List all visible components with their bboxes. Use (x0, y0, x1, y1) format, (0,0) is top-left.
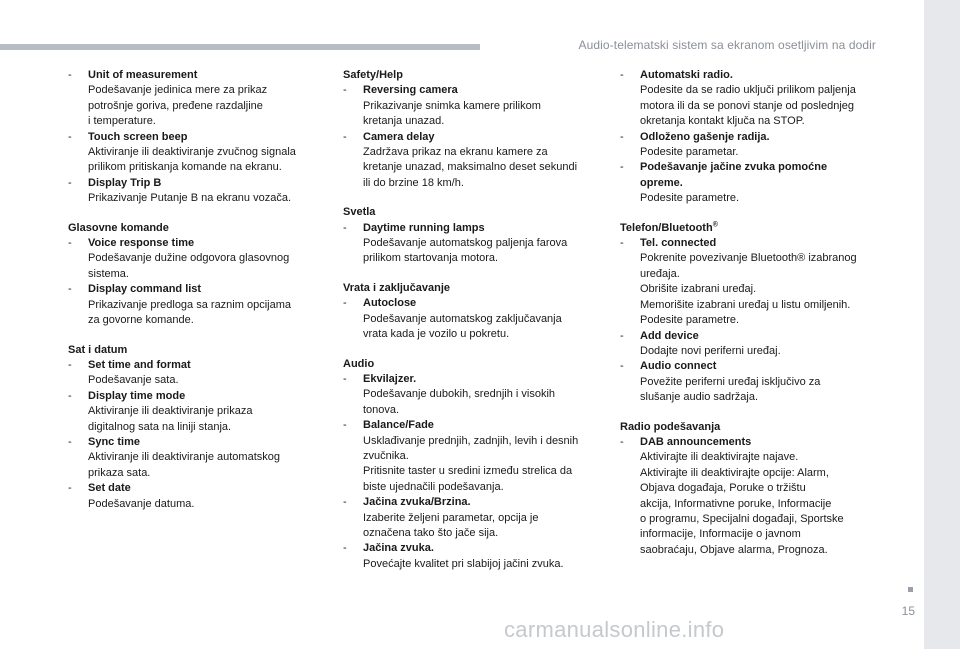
setting-name: Autoclose (363, 297, 417, 310)
list-dash: - (343, 130, 347, 143)
setting-description: Podešavanje datuma. (88, 497, 195, 510)
setting-entry (620, 130, 880, 161)
list-dash: - (343, 496, 347, 509)
setting-description: Podesite da se radio uključi prilikom paljenja (640, 84, 856, 97)
setting-description: Pritisnite taster u sredini između strelica da (363, 465, 573, 478)
setting-description: Povežite periferni uređaj isključivo za (640, 375, 821, 388)
setting-description: o programu, Specijalni događaji, Sportske (640, 512, 844, 525)
setting-description: za govorne komande. (88, 314, 194, 327)
settings-section (68, 221, 313, 329)
setting-entry (68, 130, 313, 176)
setting-entry (620, 160, 880, 206)
setting-entry (343, 130, 603, 192)
watermark: carmanualsonline.info (504, 617, 725, 642)
list-dash: - (620, 329, 624, 342)
setting-description: Zadržava prikaz na ekranu kamere za (363, 146, 548, 159)
setting-description: prikaza sata. (88, 466, 151, 479)
setting-entry (620, 329, 880, 360)
section-title-text: Radio podešavanja (620, 420, 721, 433)
setting-entry (343, 372, 603, 418)
setting-name: Voice response time (88, 237, 195, 250)
setting-name: Display time mode (88, 389, 186, 402)
setting-name: Ekvilajzer. (363, 372, 417, 385)
section-title-text: Audio (343, 357, 375, 370)
setting-name: Sync time (88, 435, 140, 448)
setting-description: Aktivirajte ili deaktivirajte najave. (640, 451, 799, 464)
setting-description: vrata kada je vozilo u pokretu. (363, 328, 510, 341)
setting-description: digitalnog sata na liniji stanja. (88, 420, 232, 433)
section-title-text: Vrata i zaključavanje (343, 281, 451, 294)
section-title-text: Sat i datum (68, 343, 128, 356)
setting-name: Podešavanje jačine zvuka pomoćne (640, 161, 828, 174)
setting-entry (620, 435, 880, 558)
setting-description: označena tako što jače sija. (363, 526, 499, 539)
section-title (343, 68, 603, 83)
settings-section (343, 357, 603, 573)
setting-entry (68, 282, 313, 328)
list-dash: - (343, 84, 347, 97)
list-dash: - (343, 419, 347, 432)
section-end-marker (908, 587, 913, 592)
section-title-text: Telefon/Bluetooth (620, 221, 713, 234)
setting-name: Audio connect (640, 360, 717, 373)
setting-description: slušanje audio sadržaja. (640, 391, 759, 404)
setting-description: saobraćaju, Objave alarma, Prognoza. (640, 543, 828, 556)
setting-description: ili do brzine 18 km/h. (363, 176, 464, 189)
setting-name: DAB announcements (640, 435, 752, 448)
section-title (343, 281, 603, 296)
setting-description: Pokrenite povezivanje Bluetooth® izabranog (640, 252, 857, 265)
setting-entry (68, 236, 313, 282)
setting-name: Set time and format (88, 358, 191, 371)
section-title (620, 420, 880, 435)
setting-name: Daytime running lamps (363, 221, 485, 234)
setting-description: potrošnje goriva, pređene razdaljine (88, 99, 263, 112)
settings-section (68, 343, 313, 512)
setting-description: okretanja kontakt ključa na STOP. (640, 115, 805, 128)
list-dash: - (343, 372, 347, 385)
setting-description: prilikom pritiskanja komande na ekranu. (88, 161, 282, 174)
setting-name: Jačina zvuka/Brzina. (363, 496, 471, 509)
list-dash: - (68, 389, 72, 402)
setting-description: Povećajte kvalitet pri slabijoj jačini zvuka. (363, 557, 564, 570)
setting-entry (343, 83, 603, 129)
setting-name: Add device (640, 329, 699, 342)
setting-description: Aktiviranje ili deaktiviranje zvučnog signala (88, 146, 296, 159)
setting-entry (343, 541, 603, 572)
setting-name: Camera delay (363, 130, 435, 143)
setting-name: Automatski radio. (640, 69, 733, 81)
section-title (343, 205, 603, 220)
setting-description: Podešavanje jedinica mere za prikaz (88, 84, 268, 97)
settings-section (343, 68, 603, 191)
list-dash: - (68, 130, 72, 143)
section-title (620, 221, 880, 236)
setting-entry (68, 389, 313, 435)
section-title (68, 343, 313, 358)
column-2 (343, 68, 603, 586)
setting-name: Reversing camera (363, 84, 458, 97)
list-dash: - (343, 221, 347, 234)
list-dash: - (343, 297, 347, 310)
list-dash: - (620, 130, 624, 143)
setting-description: Obrišite izabrani uređaj. (640, 283, 757, 296)
section-title (343, 357, 603, 372)
setting-entry (68, 68, 313, 130)
list-dash: - (68, 358, 72, 371)
setting-entry (343, 221, 603, 267)
setting-name: Jačina zvuka. (363, 542, 434, 555)
setting-entry (343, 418, 603, 495)
setting-description: Podešavanje sata. (88, 374, 179, 387)
registered-mark: ® (712, 221, 718, 228)
setting-description: Memorišite izabrani uređaj u listu omiljenih. (640, 298, 851, 311)
page-number: 15 (901, 604, 915, 618)
list-dash: - (68, 435, 72, 448)
setting-description: Podešavanje dužine odgovora glasovnog (88, 252, 290, 265)
settings-section (620, 221, 880, 406)
setting-description: i temperature. (88, 115, 156, 128)
list-dash: - (620, 435, 624, 448)
setting-description: Izaberite željeni parametar, opcija je (363, 511, 539, 524)
setting-description: Aktivirajte ili deaktivirajte opcije: Alarm, (640, 466, 829, 479)
setting-name: Touch screen beep (88, 130, 188, 143)
settings-section (68, 68, 313, 207)
page-edge-strip (924, 0, 960, 649)
setting-description: tonova. (363, 403, 400, 416)
setting-description: Podešavanje dubokih, srednjih i visokih (363, 388, 556, 401)
setting-description: informacije, Informacije o javnom (640, 528, 801, 541)
section-title (68, 221, 313, 236)
setting-description: Aktiviranje ili deaktiviranje automatskog (88, 451, 280, 464)
header-rule (0, 44, 480, 50)
list-dash: - (620, 360, 624, 373)
setting-description: Podešavanje automatskog paljenja farova (363, 237, 568, 250)
setting-name: Balance/Fade (363, 419, 434, 432)
setting-description: Podesite parametre. (640, 192, 740, 205)
chapter-title: Audio-telematski sistem sa ekranom osetljivim na dodir (578, 38, 876, 52)
setting-entry (620, 68, 880, 130)
setting-name-continued: opreme. (640, 176, 683, 189)
setting-description: zvučnika. (363, 449, 409, 462)
setting-description: Dodajte novi periferni uređaj. (640, 344, 781, 357)
list-dash: - (68, 283, 72, 296)
setting-name: Set date (88, 482, 131, 495)
list-dash: - (68, 482, 72, 495)
setting-entry (68, 435, 313, 481)
setting-description: Podesite parametar. (640, 146, 739, 159)
settings-section (620, 68, 880, 207)
settings-section (620, 420, 880, 559)
setting-description: Usklađivanje prednjih, zadnjih, levih i desnih (363, 434, 579, 447)
section-title-text: Svetla (343, 206, 376, 219)
setting-entry (620, 359, 880, 405)
list-dash: - (343, 542, 347, 555)
setting-description: Prikazivanje Putanje B na ekranu vozača. (88, 192, 292, 205)
section-title-text: Glasovne komande (68, 221, 169, 234)
list-dash: - (620, 237, 624, 250)
list-dash: - (620, 69, 624, 81)
setting-entry (68, 358, 313, 389)
setting-description: biste ujednačili podešavanja. (363, 480, 504, 493)
setting-description: akcija, Informativne poruke, Informacije (640, 497, 832, 510)
setting-description: Prikazivanje predloga sa raznim opcijama (88, 298, 291, 311)
column-3 (620, 68, 880, 572)
setting-description: prilikom startovanja motora. (363, 252, 499, 265)
list-dash: - (620, 161, 624, 174)
setting-entry (68, 481, 313, 512)
setting-entry (343, 495, 603, 541)
setting-description: Podesite parametre. (640, 314, 740, 327)
setting-name: Unit of measurement (88, 69, 198, 81)
list-dash: - (68, 69, 72, 81)
setting-description: Podešavanje automatskog zaključavanja (363, 312, 562, 325)
list-dash: - (68, 176, 72, 189)
setting-description: kretanja unazad. (363, 115, 445, 128)
setting-name: Display command list (88, 283, 202, 296)
setting-description: sistema. (88, 267, 129, 280)
setting-name: Odloženo gašenje radija. (640, 130, 770, 143)
setting-entry (620, 236, 880, 328)
column-1 (68, 68, 313, 526)
setting-name: Tel. connected (640, 237, 717, 250)
settings-section (343, 205, 603, 267)
setting-name: Display Trip B (88, 176, 162, 189)
setting-description: uređaja. (640, 267, 680, 280)
setting-entry (68, 176, 313, 207)
setting-description: Prikazivanje snimka kamere prilikom (363, 99, 541, 112)
list-dash: - (68, 237, 72, 250)
setting-description: Aktiviranje ili deaktiviranje prikaza (88, 405, 253, 418)
setting-description: kretanje unazad, maksimalno deset sekundi (363, 161, 578, 174)
setting-description: motora ili da se ponovi stanje od poslednjeg (640, 99, 855, 112)
setting-description: Objava događaja, Poruke o tržištu (640, 482, 806, 495)
setting-entry (343, 296, 603, 342)
settings-section (343, 281, 603, 343)
section-title-text: Safety/Help (343, 69, 403, 81)
